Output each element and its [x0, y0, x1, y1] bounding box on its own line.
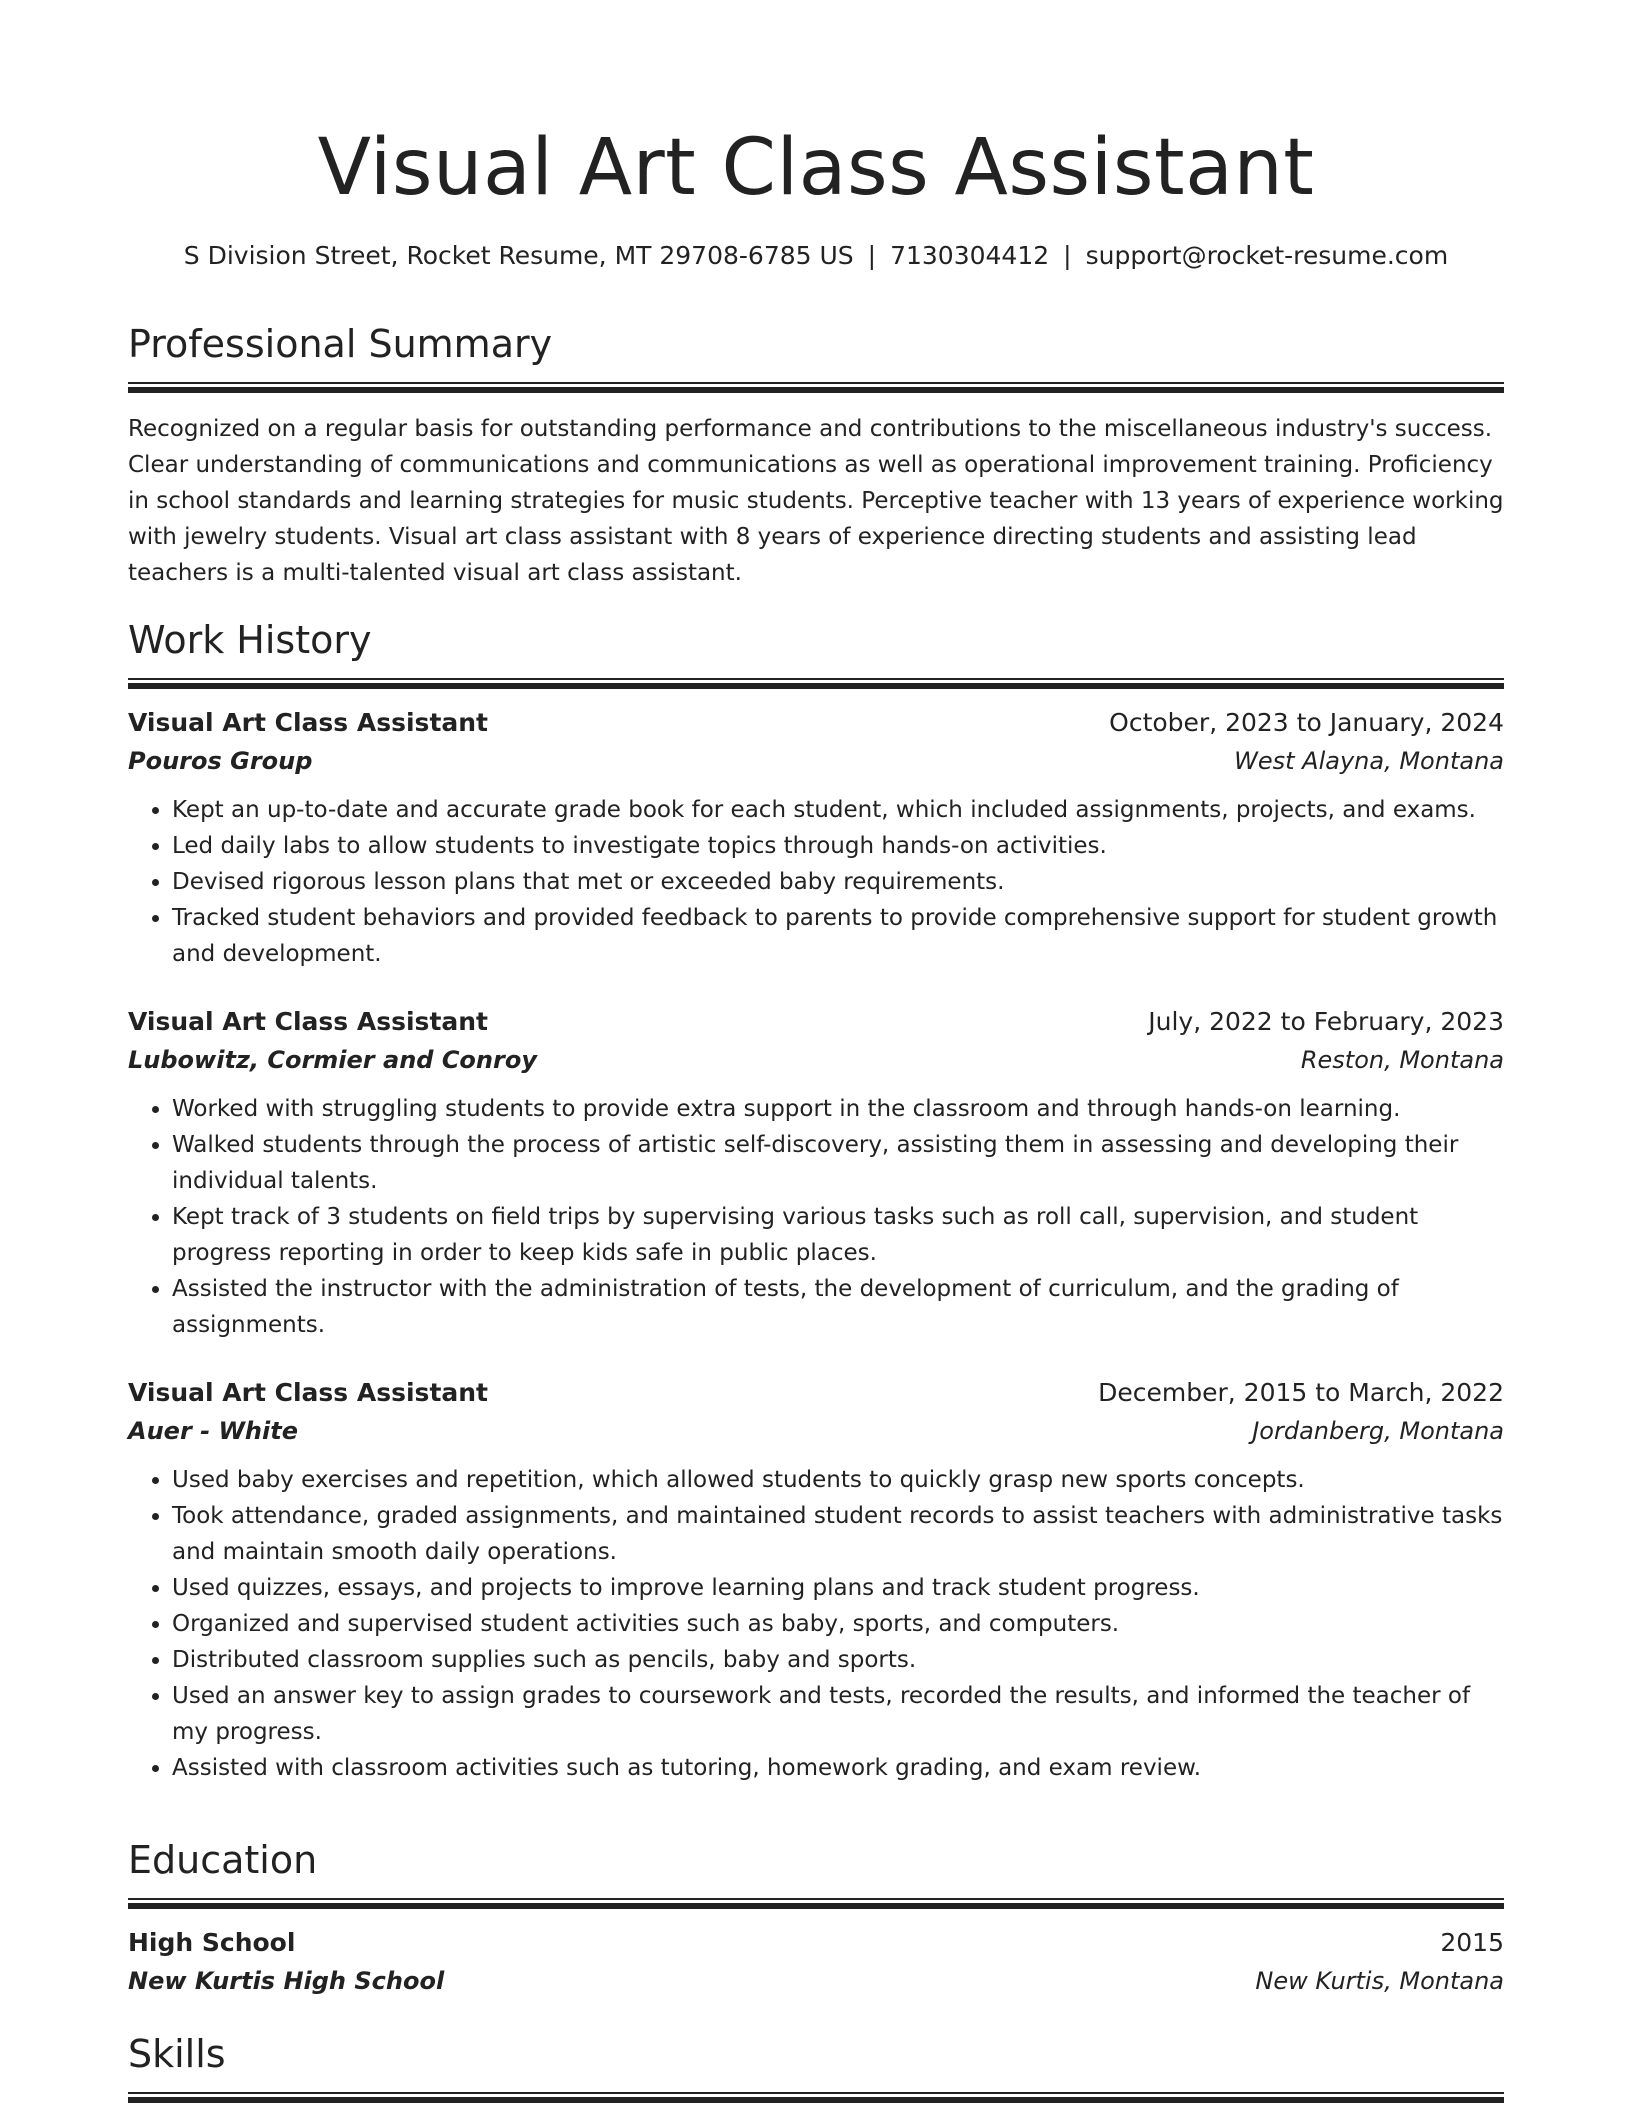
list-item: • Worked with struggling students to provide extra support in the classroom and through hands-on learning.: [172, 1091, 1504, 1127]
job-company-row: [128, 1412, 1504, 1450]
contact-phone: 7130304412: [890, 241, 1050, 270]
list-item: • Assisted with classroom activities such as tutoring, homework grading, and exam review.: [172, 1750, 1504, 1786]
list-item: • Used quizzes, essays, and projects to improve learning plans and track student progress.: [172, 1570, 1504, 1606]
education-school-row: [128, 1962, 1504, 2000]
work-history-heading: Work History: [128, 618, 372, 662]
job-company: Auer - White: [128, 1417, 298, 1445]
list-item: • Distributed classroom supplies such as pencils, baby and sports.: [172, 1642, 1504, 1678]
list-item: • Used an answer key to assign grades to coursework and tests, recorded the results, and informed the teacher of my progress.: [172, 1678, 1504, 1750]
list-item: • Walked students through the process of artistic self-discovery, assisting them in assessing and developing their individual talents.: [172, 1127, 1504, 1199]
job-company-row: [128, 1041, 1504, 1079]
job-dates: October, 2023 to January, 2024: [1109, 708, 1504, 737]
section-divider: [128, 1898, 1504, 1909]
list-item: • Kept track of 3 students on field trips by supervising various tasks such as roll call, supervision, and student progress reporting in order to keep kids safe in public places.: [172, 1199, 1504, 1271]
job-location: West Alayna, Montana: [1234, 747, 1504, 775]
section-divider: [128, 678, 1504, 689]
contact-email: support@rocket-resume.com: [1085, 241, 1449, 270]
resume-title: Visual Art Class Assistant: [317, 123, 1315, 213]
summary-text: Recognized on a regular basis for outstanding performance and contributions to the miscellaneous industry's success. Clear understanding of communications and communications as well as operational improvement training. Proficiency in school standards and learning strategies for music students. Perceptive teacher with 13 years of experience working with jewelry students. Visual art class assistant with 8 years of experience directing students and assisting lead teachers is a multi-talented visual art class assistant.: [128, 416, 1504, 586]
contact-separator: |: [1063, 241, 1072, 270]
job-bullets: [128, 792, 1504, 972]
job-company: Lubowitz, Cormier and Conroy: [128, 1046, 537, 1074]
list-item: • Devised rigorous lesson plans that met or exceeded baby requirements.: [172, 864, 1504, 900]
list-item: • Led daily labs to allow students to investigate topics through hands-on activities.: [172, 828, 1504, 864]
job-dates: December, 2015 to March, 2022: [1098, 1378, 1504, 1407]
education-year: 2015: [1440, 1928, 1504, 1957]
job-dates: July, 2022 to February, 2023: [1148, 1007, 1504, 1036]
job-location: Jordanberg, Montana: [1252, 1417, 1504, 1445]
education-degree: High School: [128, 1928, 296, 1957]
contact-separator: |: [867, 241, 877, 270]
job-bullets: [128, 1462, 1504, 1786]
list-item: • Took attendance, graded assignments, and maintained student records to assist teachers with administrative tasks and maintain smooth daily operations.: [172, 1498, 1504, 1570]
education-entry: [128, 1923, 1504, 2000]
list-item: • Used baby exercises and repetition, which allowed students to quickly grasp new sports concepts.: [172, 1462, 1504, 1498]
list-item: • Organized and supervised student activities such as baby, sports, and computers.: [172, 1606, 1504, 1642]
job-entry: [128, 1002, 1504, 1343]
job-header-row: [128, 1373, 1504, 1412]
job-location: Reston, Montana: [1300, 1046, 1504, 1074]
summary-heading: Professional Summary: [128, 322, 553, 366]
job-company: Pouros Group: [128, 747, 313, 775]
list-item: • Tracked student behaviors and provided feedback to parents to provide comprehensive support for student growth and development.: [172, 900, 1504, 972]
education-school: New Kurtis High School: [128, 1967, 445, 1995]
job-header-row: [128, 703, 1504, 742]
job-bullets: [128, 1091, 1504, 1343]
section-divider: [128, 2092, 1504, 2103]
summary-section: [128, 318, 1504, 591]
section-divider: [128, 382, 1504, 393]
job-title: Visual Art Class Assistant: [128, 1007, 489, 1036]
work-history-section: [128, 614, 1504, 1786]
education-header-row: [128, 1923, 1504, 1962]
job-header-row: [128, 1002, 1504, 1041]
contact-line: [128, 236, 1504, 276]
skills-section: [128, 2028, 1504, 2103]
list-item: • Kept an up-to-date and accurate grade book for each student, which included assignments, projects, and exams.: [172, 792, 1504, 828]
job-title: Visual Art Class Assistant: [128, 1378, 489, 1407]
job-entry: [128, 703, 1504, 972]
contact-address: S Division Street, Rocket Resume, MT 29708-6785 US: [183, 241, 854, 270]
list-item: • Assisted the instructor with the administration of tests, the development of curriculum, and the grading of assignments.: [172, 1271, 1504, 1343]
job-company-row: [128, 742, 1504, 780]
education-heading: Education: [128, 1838, 318, 1882]
education-section: [128, 1834, 1504, 2000]
job-entry: [128, 1373, 1504, 1786]
education-location: New Kurtis, Montana: [1255, 1967, 1504, 1995]
skills-heading: Skills: [128, 2032, 226, 2076]
job-title: Visual Art Class Assistant: [128, 708, 489, 737]
